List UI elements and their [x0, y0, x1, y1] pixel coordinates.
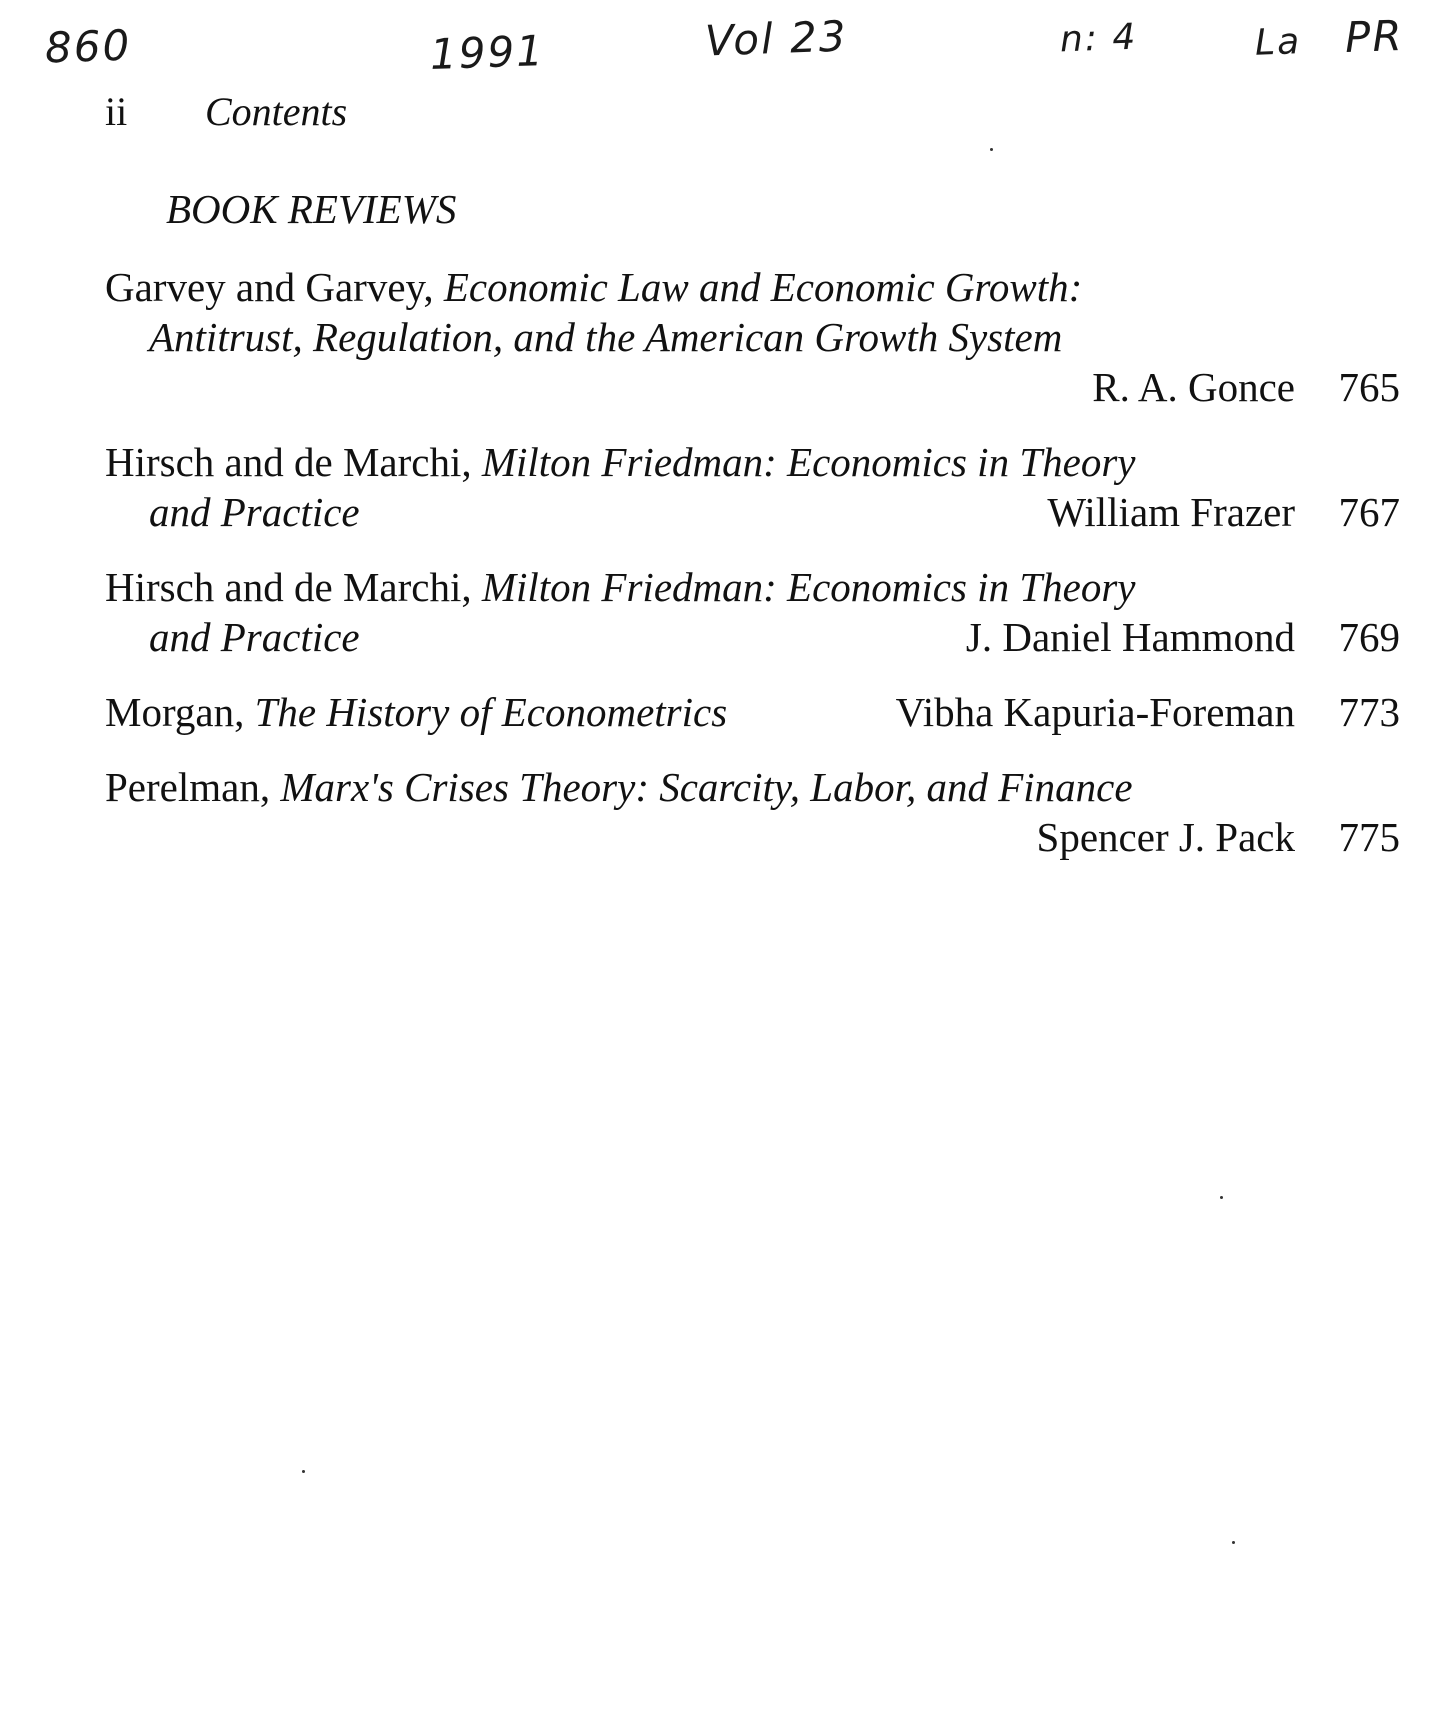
entry-reviewer: J. Daniel Hammond — [965, 614, 1295, 660]
contents-list — [105, 262, 1400, 887]
entry-title: The History of Econometrics — [254, 689, 728, 735]
handwritten-initials-1: La — [1254, 21, 1302, 64]
entry-page-number: 769 — [1338, 614, 1400, 660]
entry-reviewer: Spencer J. Pack — [1036, 814, 1295, 860]
handwritten-issue: n: 4 — [1059, 16, 1138, 61]
entry-authors: Hirsch and de Marchi, — [105, 564, 472, 610]
entry-reviewer: Vibha Kapuria-Foreman — [895, 689, 1295, 735]
contents-entry — [105, 562, 1400, 662]
running-head — [105, 88, 347, 135]
section-title: BOOK REVIEWS — [166, 186, 457, 232]
entry-page-number: 767 — [1338, 489, 1400, 535]
entry-authors: Morgan, — [105, 689, 245, 735]
entry-authors: Garvey and Garvey, — [105, 264, 434, 310]
scan-speck — [1220, 1196, 1223, 1199]
handwritten-volume: Vol 23 — [704, 11, 849, 66]
entry-title-continued: and Practice — [149, 489, 360, 535]
page-number: ii — [105, 89, 128, 134]
entry-authors: Perelman, — [105, 764, 271, 810]
entry-title: Economic Law and Economic Growth: — [443, 264, 1083, 310]
contents-entry — [105, 437, 1400, 537]
entry-page-number: 773 — [1338, 689, 1400, 735]
contents-entry — [105, 687, 1400, 737]
handwritten-initials-2: PR — [1344, 10, 1405, 63]
entry-title: Milton Friedman: Economics in Theory — [481, 439, 1136, 485]
scan-speck — [990, 148, 993, 151]
entry-page-number: 775 — [1338, 814, 1400, 860]
handwritten-call-number: 860 — [44, 20, 133, 73]
entry-reviewer: R. A. Gonce — [1092, 364, 1295, 410]
entry-authors: Hirsch and de Marchi, — [105, 439, 472, 485]
scan-speck — [302, 1470, 305, 1473]
entry-page-number: 765 — [1338, 364, 1400, 410]
handwritten-year: 1991 — [429, 26, 546, 79]
contents-entry — [105, 762, 1400, 862]
scan-speck — [1232, 1541, 1235, 1544]
entry-title-continued: Antitrust, Regulation, and the American Growth System — [149, 314, 1063, 360]
entry-title: Milton Friedman: Economics in Theory — [481, 564, 1136, 610]
entry-title: Marx's Crises Theory: Scarcity, Labor, and Finance — [280, 764, 1133, 810]
entry-title-continued: and Practice — [149, 614, 360, 660]
running-head-title: Contents — [205, 89, 348, 134]
entry-reviewer: William Frazer — [1047, 489, 1295, 535]
contents-entry — [105, 262, 1400, 412]
